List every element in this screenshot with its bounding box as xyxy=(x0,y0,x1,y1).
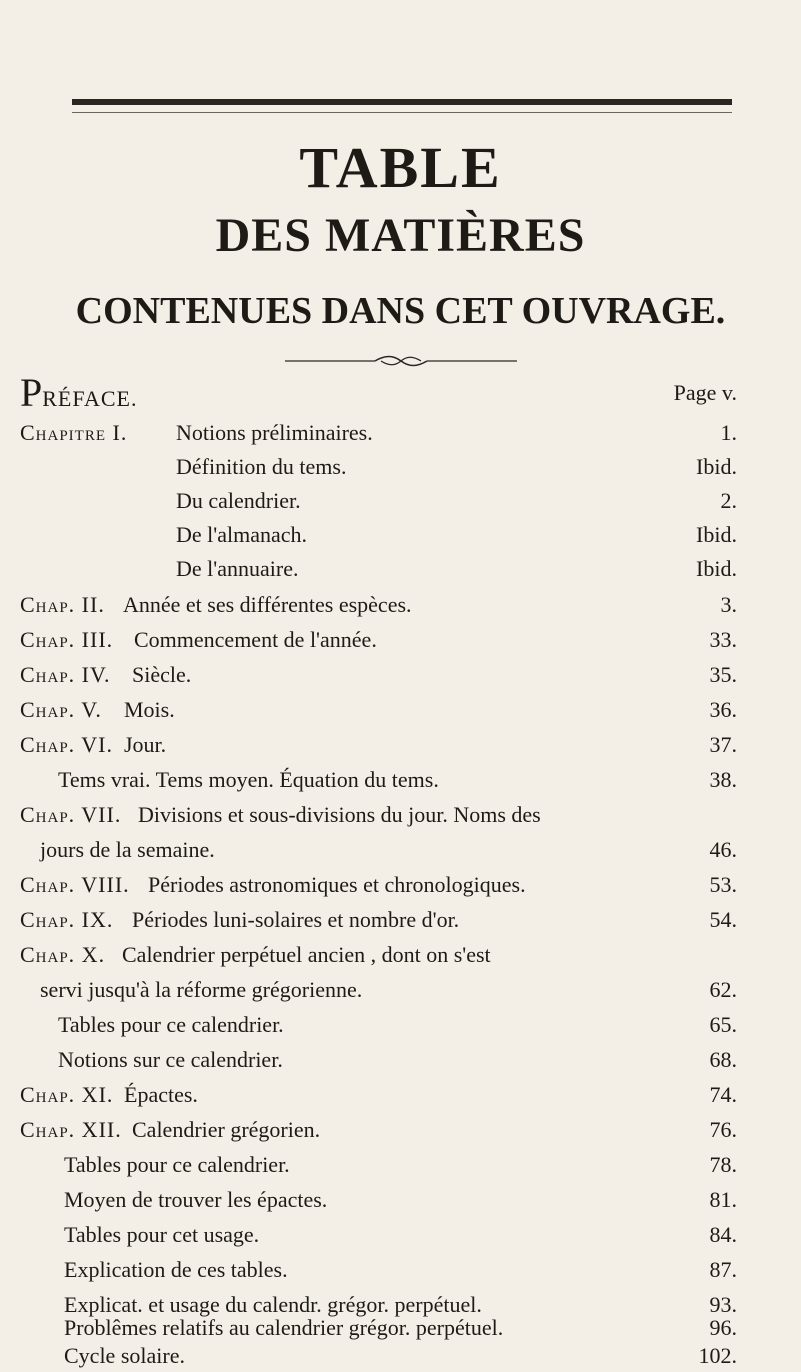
toc-chapter: Chap. III. xyxy=(20,627,114,652)
toc-page: 33. xyxy=(709,627,737,652)
toc-page: 74. xyxy=(709,1082,737,1107)
toc-label: Épactes. xyxy=(124,1082,198,1107)
title-table: TABLE xyxy=(299,135,502,200)
toc-label: Du calendrier. xyxy=(176,488,301,513)
toc-label: Divisions et sous-divisions du jour. Noms des xyxy=(138,802,541,827)
toc-page: 1. xyxy=(720,420,737,445)
toc-label: Tables pour cet usage. xyxy=(64,1222,260,1247)
toc-chapter: Chap. II. xyxy=(20,592,105,617)
toc-label: Périodes astronomiques et chronologiques. xyxy=(148,872,526,897)
toc-page: 78. xyxy=(709,1152,737,1177)
toc-label: Tables pour ce calendrier. xyxy=(64,1152,290,1177)
toc-page: 62. xyxy=(709,977,737,1002)
toc-row xyxy=(0,1009,801,1041)
toc-chapter: Chapitre I. xyxy=(20,420,128,445)
toc-row xyxy=(0,1044,801,1076)
toc-row xyxy=(0,1314,801,1342)
toc-chapter: Chap. X. xyxy=(20,942,106,967)
toc-label: jours de la semaine. xyxy=(40,837,215,862)
toc-row xyxy=(0,1219,801,1251)
toc-row xyxy=(0,939,801,971)
toc-label: Calendrier grégorien. xyxy=(132,1117,321,1142)
toc-row xyxy=(0,553,801,585)
toc-row xyxy=(0,1079,801,1111)
toc-row xyxy=(0,659,801,691)
toc-page: 96. xyxy=(709,1315,737,1340)
toc-label: Tems vrai. Tems moyen. Équation du tems. xyxy=(58,767,439,792)
toc-label: Notions sur ce calendrier. xyxy=(58,1047,283,1072)
toc-row xyxy=(0,370,801,415)
toc-page: 3. xyxy=(720,592,737,617)
toc-row xyxy=(0,624,801,656)
toc-chapter: Chap. IV. xyxy=(20,662,111,687)
toc-page: 38. xyxy=(709,767,737,792)
toc-page: 102. xyxy=(698,1343,737,1368)
toc-page: 54. xyxy=(709,907,737,932)
toc-row xyxy=(0,485,801,517)
toc-label: Cycle solaire. xyxy=(64,1343,185,1368)
toc-label: Commencement de l'année. xyxy=(134,627,377,652)
toc-label: Explicat. et usage du calendr. grégor. perpétuel. xyxy=(64,1292,482,1317)
toc-label: Moyen de trouver les épactes. xyxy=(64,1187,328,1212)
toc-chapter: Chap. VI. xyxy=(20,732,113,757)
toc-row xyxy=(0,694,801,726)
toc-row xyxy=(0,869,801,901)
toc-row xyxy=(0,904,801,936)
toc-row xyxy=(0,451,801,483)
toc-label: Année et ses différentes espèces. xyxy=(123,592,412,617)
toc-row-cut xyxy=(0,1340,801,1368)
toc-page: 65. xyxy=(709,1012,737,1037)
toc-chapter: Chap. VIII. xyxy=(20,872,130,897)
toc-page: 76. xyxy=(709,1117,737,1142)
toc-page: 35. xyxy=(709,662,737,687)
toc-page: 2. xyxy=(720,488,737,513)
toc-row xyxy=(0,834,801,866)
toc-label: Calendrier perpétuel ancien , dont on s'est xyxy=(122,942,491,967)
toc-page: 46. xyxy=(709,837,737,862)
toc-row xyxy=(0,417,801,449)
top-border-thin-rule xyxy=(72,112,732,113)
toc-row xyxy=(0,1114,801,1146)
ornament-divider-icon xyxy=(285,354,517,368)
toc-page: 53. xyxy=(709,872,737,897)
toc-page: 93. xyxy=(709,1292,737,1317)
toc-page: 81. xyxy=(709,1187,737,1212)
toc-row xyxy=(0,1149,801,1181)
toc-page: Ibid. xyxy=(696,454,737,479)
toc-label: Siècle. xyxy=(132,662,192,687)
toc-row xyxy=(0,764,801,796)
toc-chapter: Chap. XII. xyxy=(20,1117,122,1142)
toc-label: PRÉFACE. xyxy=(20,370,138,415)
toc-page: Ibid. xyxy=(696,556,737,581)
toc-label: Définition du tems. xyxy=(176,454,347,479)
toc-page: Page v. xyxy=(673,380,737,405)
toc-page: 36. xyxy=(709,697,737,722)
toc-row xyxy=(0,974,801,1006)
title-des-matieres: DES MATIÈRES xyxy=(215,209,586,262)
toc-chapter: Chap. XI. xyxy=(20,1082,114,1107)
toc-label: Jour. xyxy=(124,732,167,757)
toc-row xyxy=(0,1184,801,1216)
toc-row xyxy=(0,799,801,831)
toc-page: 37. xyxy=(709,732,737,757)
toc-label: servi jusqu'à la réforme grégorienne. xyxy=(40,977,363,1002)
toc-label: Explication de ces tables. xyxy=(64,1257,288,1282)
toc-row xyxy=(0,519,801,551)
toc-page: 84. xyxy=(709,1222,737,1247)
toc-page: Ibid. xyxy=(696,522,737,547)
toc-page: 87. xyxy=(709,1257,737,1282)
toc-label: De l'almanach. xyxy=(176,522,308,547)
toc-chapter: Chap. V. xyxy=(20,697,102,722)
toc-label: De l'annuaire. xyxy=(176,556,299,581)
toc-label: Mois. xyxy=(124,697,175,722)
toc-row xyxy=(0,729,801,761)
toc-chapter: Chap. VII. xyxy=(20,802,122,827)
title-contenues: CONTENUES DANS CET OUVRAGE. xyxy=(75,290,726,332)
toc-row xyxy=(0,589,801,621)
top-border-rule xyxy=(72,99,732,105)
toc-label: Problêmes relatifs au calendrier grégor. perpétuel. xyxy=(64,1315,504,1340)
toc-page: 68. xyxy=(709,1047,737,1072)
toc-row xyxy=(0,1254,801,1286)
toc-label: Notions préliminaires. xyxy=(176,420,373,445)
toc-label: Tables pour ce calendrier. xyxy=(58,1012,284,1037)
toc-label: Périodes luni-solaires et nombre d'or. xyxy=(132,907,460,932)
toc-chapter: Chap. IX. xyxy=(20,907,114,932)
